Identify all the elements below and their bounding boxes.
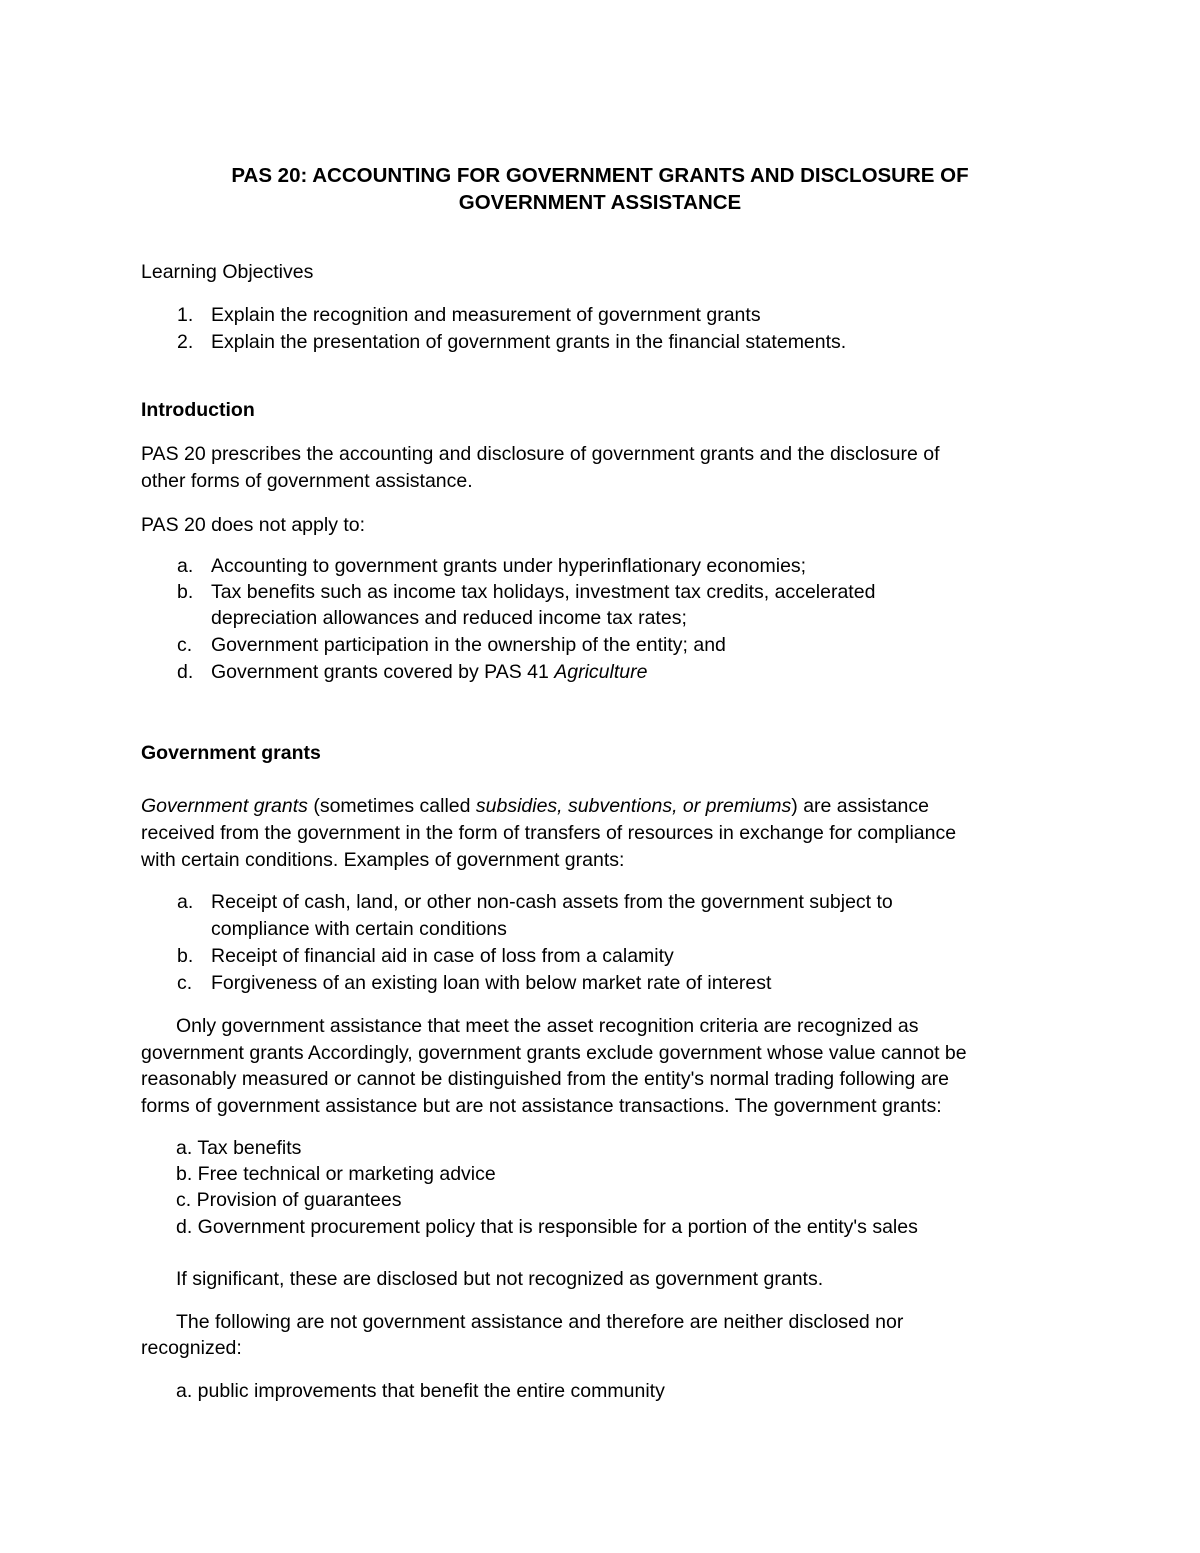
paragraph-line: forms of government assistance but are not assistance transactions. The government grants: — [141, 1095, 942, 1117]
paragraph-line: Only government assistance that meet the asset recognition criteria are recognized as — [176, 1015, 919, 1037]
learning-objectives-heading: Learning Objectives — [141, 261, 314, 283]
paragraph-line: The following are not government assistance and therefore are neither disclosed nor — [176, 1311, 904, 1333]
list-item: c. Provision of guarantees — [176, 1189, 402, 1211]
list-item: Explain the presentation of government grants in the financial statements. — [211, 331, 847, 353]
paragraph-line — [141, 793, 929, 819]
list-marker: b. — [177, 945, 194, 967]
paragraph-line: government grants Accordingly, government grants exclude government whose value cannot be — [141, 1042, 967, 1064]
paragraph-line: PAS 20 prescribes the accounting and disclosure of government grants and the disclosure of — [141, 443, 940, 465]
paragraph-line: reasonably measured or cannot be distinguished from the entity's normal trading following are — [141, 1068, 950, 1090]
list-marker: c. — [177, 634, 193, 656]
list-marker: 2. — [177, 331, 194, 353]
list-item: Receipt of financial aid in case of loss from a calamity — [211, 945, 674, 967]
list-item: a. Tax benefits — [176, 1137, 302, 1159]
document-title-line-1: PAS 20: ACCOUNTING FOR GOVERNMENT GRANTS AND DISCLOSURE OF — [231, 164, 969, 187]
paragraph-text: ) are assistance — [791, 795, 929, 817]
list-marker: 1. — [177, 304, 194, 326]
list-item: Government participation in the ownership of the entity; and — [211, 634, 726, 656]
list-marker: d. — [177, 661, 194, 683]
paragraph-line: other forms of government assistance. — [141, 470, 473, 492]
list-item — [211, 659, 647, 685]
list-item: Accounting to government grants under hyperinflationary economies; — [211, 555, 807, 577]
list-item-italic-text: Agriculture — [554, 661, 648, 683]
paragraph-line: PAS 20 does not apply to: — [141, 514, 366, 536]
list-item: b. Free technical or marketing advice — [176, 1163, 496, 1185]
paragraph-text: (sometimes called — [307, 795, 476, 817]
italic-term: Government grants — [141, 795, 308, 817]
list-item: Tax benefits such as income tax holidays, investment tax credits, accelerated — [211, 581, 876, 603]
list-item: Receipt of cash, land, or other non-cash assets from the government subject to — [211, 891, 893, 913]
document-title-line-2: GOVERNMENT ASSISTANCE — [458, 191, 742, 214]
paragraph-line: with certain conditions. Examples of government grants: — [141, 849, 625, 871]
list-marker: b. — [177, 581, 194, 603]
list-item: Explain the recognition and measurement of government grants — [211, 304, 761, 326]
list-marker: a. — [177, 555, 194, 577]
list-item: Forgiveness of an existing loan with below market rate of interest — [211, 972, 772, 994]
list-item: d. Government procurement policy that is responsible for a portion of the entity's sales — [176, 1216, 918, 1238]
list-item-text: Government grants covered by PAS 41 — [211, 661, 555, 683]
paragraph-line: recognized: — [141, 1337, 242, 1359]
list-marker: a. — [177, 891, 194, 913]
list-item-continuation: compliance with certain conditions — [211, 918, 507, 940]
paragraph-line: If significant, these are disclosed but not recognized as government grants. — [176, 1268, 824, 1290]
list-item: a. public improvements that benefit the entire community — [176, 1380, 665, 1402]
list-item-continuation: depreciation allowances and reduced income tax rates; — [211, 607, 687, 629]
paragraph-line: received from the government in the form of transfers of resources in exchange for compliance — [141, 822, 957, 844]
section-heading-government-grants: Government grants — [141, 742, 321, 764]
section-heading-introduction: Introduction — [141, 399, 255, 421]
italic-term: subsidies, subventions, or premiums — [475, 795, 792, 817]
list-marker: c. — [177, 972, 193, 994]
